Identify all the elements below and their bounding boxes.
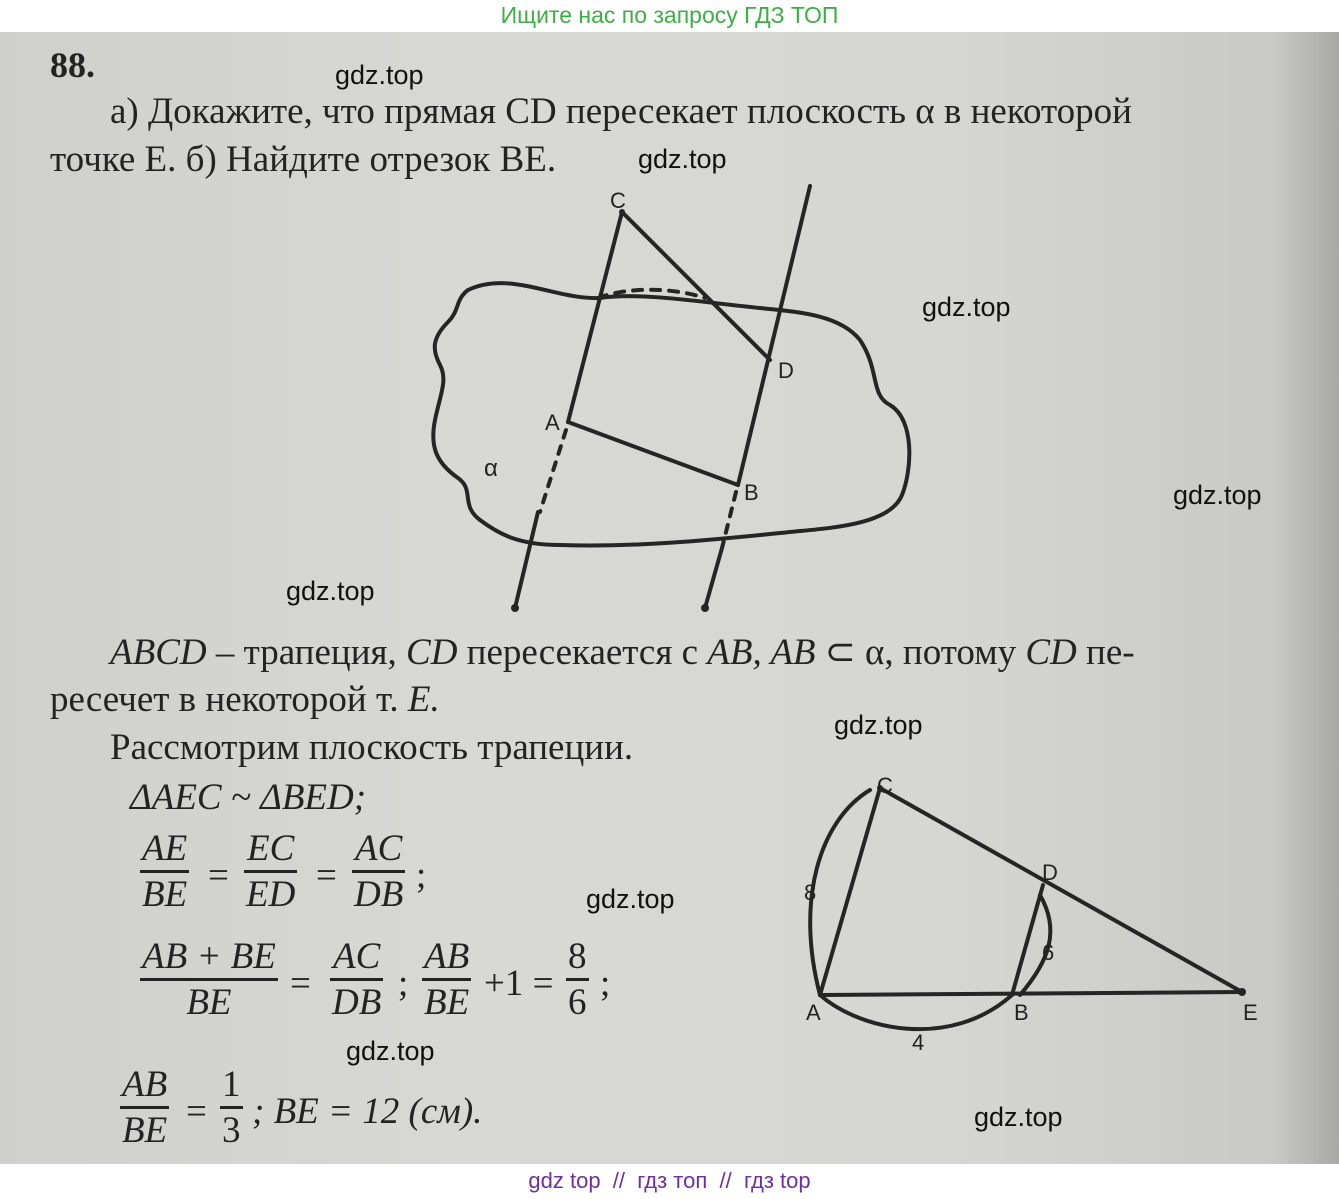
line-cd xyxy=(622,212,770,360)
watermark-6: gdz.top xyxy=(834,710,923,740)
plane-alpha-outline xyxy=(433,283,909,545)
fig2-label-b: B xyxy=(1014,1000,1029,1025)
line-below-b xyxy=(705,548,722,608)
fig2-label-d: D xyxy=(1042,860,1058,885)
line-ab xyxy=(568,422,738,485)
watermark-4: gdz.top xyxy=(1173,480,1262,510)
fig1-label-a: A xyxy=(545,410,560,435)
frac-ab-plus-be-over-be: AB + BE BE xyxy=(142,936,276,1023)
semicolon-3: ; xyxy=(600,963,611,1004)
fig2-label-c: C xyxy=(877,773,893,798)
frac-ac-db: AC DB xyxy=(354,828,404,915)
frac-ec-ed: EC ED xyxy=(246,828,296,915)
fig2-line-ca xyxy=(820,788,880,995)
line-ca xyxy=(568,212,622,422)
fig1-label-c: C xyxy=(610,188,626,213)
plus-one-equals: +1 = xyxy=(484,963,554,1004)
semicolon-1: ; xyxy=(416,855,427,896)
fig2-arc-bottom xyxy=(820,995,1012,1029)
watermark-5: gdz.top xyxy=(286,576,375,606)
fig2-line-ae xyxy=(820,992,1242,995)
fig2-label-ac-length: 8 xyxy=(804,880,817,905)
watermark-9: gdz.top xyxy=(974,1102,1063,1132)
eq-3: = xyxy=(290,963,311,1004)
frac-ac-db-2: AC DB xyxy=(332,936,382,1023)
fig2-label-bd-length: 6 xyxy=(1042,940,1055,965)
similarity-statement: ΔAEC ~ ΔBED; xyxy=(130,777,367,818)
fig1-label-alpha: α xyxy=(484,455,498,482)
watermark-7: gdz.top xyxy=(586,884,675,914)
semicolon-2: ; xyxy=(398,963,409,1004)
fig1-label-d: D xyxy=(778,358,794,383)
solution-line-1: ABCD – трапеция, CD пересекается с AB, AB ⊂ α, потому CD пе- xyxy=(110,632,1135,673)
frac-8-6: 8 6 xyxy=(568,936,587,1023)
problem-number: 88. xyxy=(50,45,95,85)
top-banner[interactable]: Ищите нас по запросу ГДЗ ТОП xyxy=(0,0,1339,32)
watermark-3: gdz.top xyxy=(922,292,1011,322)
fig1-label-b: B xyxy=(744,480,759,505)
result-be: ; BE = 12 (см). xyxy=(252,1091,483,1132)
dashed-below-a xyxy=(540,430,566,512)
frac-ab-be: AB BE xyxy=(424,936,470,1023)
solution-line-3: Рассмотрим плоскость трапеции. xyxy=(110,727,634,768)
frac-ae-be: AE BE xyxy=(142,828,188,915)
fig2-label-ab-length: 4 xyxy=(912,1030,925,1055)
watermark-1: gdz.top xyxy=(335,60,424,90)
fig2-line-ce xyxy=(880,788,1242,992)
line-below-a xyxy=(515,512,538,608)
solution-line-2: ресечет в некоторой т. E. xyxy=(50,679,440,720)
frac-1-3: 1 3 xyxy=(222,1064,241,1151)
watermark-2: gdz.top xyxy=(638,144,727,174)
bottom-banner[interactable]: gdz top // гдз топ // гдз top xyxy=(0,1164,1339,1199)
fig2-line-db xyxy=(1012,885,1043,995)
problem-line-2: точке E. б) Найдите отрезок BE. xyxy=(50,139,557,180)
eq-1: = xyxy=(208,855,229,896)
problem-line-1: а) Докажите, что прямая CD пересекает плоскость α в некоторой xyxy=(110,91,1132,132)
eq-2: = xyxy=(316,855,337,896)
frac-ab-be-final: AB BE xyxy=(122,1064,168,1151)
line-through-b-d xyxy=(738,186,810,485)
watermark-8: gdz.top xyxy=(346,1036,435,1066)
fig2-label-a: A xyxy=(806,1000,821,1025)
eq-4: = xyxy=(186,1091,207,1132)
fig2-label-e: E xyxy=(1243,1000,1258,1025)
fig2-arc-left xyxy=(810,790,870,995)
textbook-page xyxy=(0,32,1339,1164)
